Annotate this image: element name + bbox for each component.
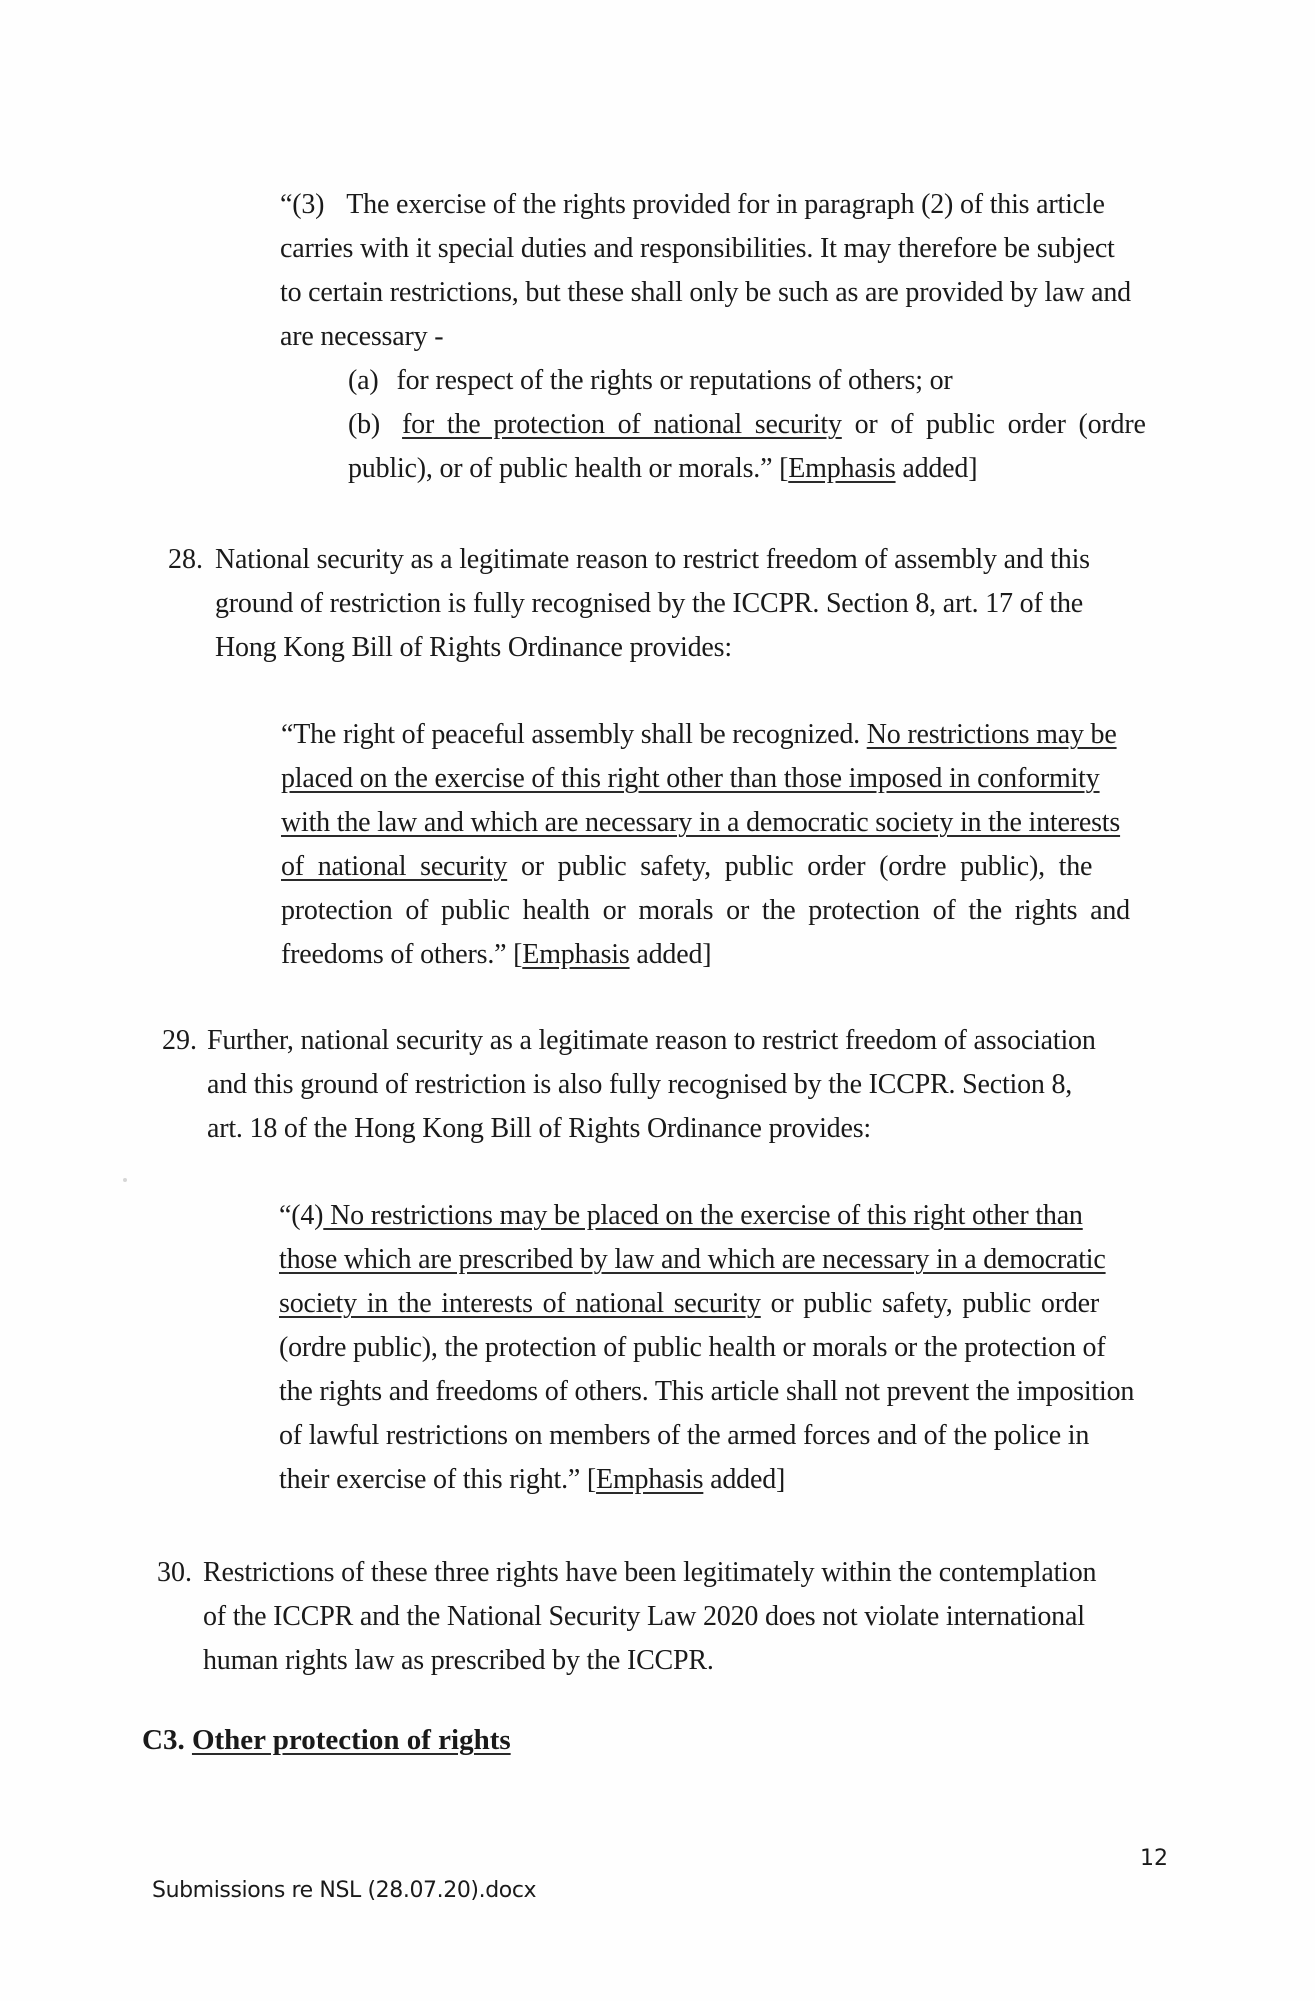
paragraph-number: 29.	[162, 1025, 197, 1056]
quote-line	[281, 850, 1092, 884]
list-item-label: (a)	[348, 365, 379, 396]
quote-line	[279, 1199, 1083, 1233]
quote-text: or public safety, public order	[760, 1288, 1099, 1319]
list-item-b	[348, 408, 1146, 442]
quote-line	[279, 1287, 1099, 1321]
scan-speck	[123, 1178, 127, 1182]
list-item-text: for respect of the rights or reputations of others; or	[396, 365, 953, 396]
emphasis-label: Emphasis	[522, 939, 630, 970]
quote-line	[279, 1243, 1106, 1277]
quote-prefix: “(3)	[280, 189, 325, 220]
section-number: C3.	[142, 1724, 185, 1756]
quote-text: public), or of public health or morals.”	[348, 453, 780, 484]
paragraph-line: of the ICCPR and the National Security Law 2020 does not violate international	[203, 1601, 1085, 1632]
quote-line	[281, 718, 1117, 752]
paragraph-number: 30.	[157, 1557, 192, 1588]
emphasis-suffix: added]	[629, 939, 712, 970]
paragraph-line: Further, national security as a legitimate reason to restrict freedom of association	[207, 1025, 1096, 1056]
quote-text: or public safety, public order (ordre public), the	[507, 851, 1093, 882]
quote-line: protection of public health or morals or the protection of the rights and	[281, 895, 1130, 926]
paragraph-line: Restrictions of these three rights have been legitimately within the contemplation	[203, 1557, 1097, 1588]
quote-line	[348, 452, 977, 486]
list-item-a	[348, 364, 953, 398]
paragraph-line: National security as a legitimate reason to restrict freedom of assembly and this	[215, 544, 1090, 575]
emphasized-text: No restrictions may be	[866, 719, 1117, 750]
list-item-text: or of public order (ordre	[841, 409, 1146, 440]
quote-line: are necessary -	[280, 321, 444, 352]
quote-text: their exercise of this right.” [	[279, 1464, 597, 1495]
quote-line: carries with it special duties and responsibilities. It may therefore be subject	[280, 233, 1115, 264]
emphasized-text: of national security	[281, 851, 508, 882]
section-title: Other protection of rights	[191, 1724, 511, 1756]
emphasized-text: for the protection of national security	[402, 409, 842, 440]
quote-line	[280, 188, 1105, 222]
emphasized-text: society in the interests of national security	[279, 1288, 761, 1319]
quote-text: “The right of peaceful assembly shall be recognized.	[281, 719, 867, 750]
quote-text: The exercise of the rights provided for in paragraph (2) of this article	[346, 189, 1105, 220]
quote-line	[279, 1463, 785, 1497]
list-item-label: (b)	[348, 409, 381, 440]
quote-line: the rights and freedoms of others. This article shall not prevent the imposition	[279, 1376, 1135, 1407]
quote-line: of lawful restrictions on members of the armed forces and of the police in	[279, 1420, 1090, 1451]
footer-filename: Submissions re NSL (28.07.20).docx	[152, 1878, 537, 1903]
emphasized-text: with the law and which are necessary in a democratic society in the interests	[281, 807, 1121, 838]
emphasis-label: Emphasis	[596, 1464, 704, 1495]
emphasis-label: Emphasis	[788, 453, 896, 484]
paragraph-line: human rights law as prescribed by the ICCPR.	[203, 1645, 714, 1676]
section-heading	[142, 1722, 511, 1758]
emphasis-suffix: added]	[703, 1464, 786, 1495]
emphasized-text: No restrictions may be placed on the exercise of this right other than	[323, 1200, 1083, 1231]
quote-text: freedoms of others.” [	[281, 939, 523, 970]
page-number: 12	[1140, 1846, 1168, 1871]
paragraph-line: ground of restriction is fully recognised by the ICCPR. Section 8, art. 17 of the	[215, 588, 1083, 619]
emphasized-text: those which are prescribed by law and which are necessary in a democratic	[279, 1244, 1106, 1275]
quote-line	[281, 938, 711, 972]
quote-line: to certain restrictions, but these shall only be such as are provided by law and	[280, 277, 1131, 308]
emphasis-suffix: added]	[895, 453, 978, 484]
quote-prefix: “(4)	[279, 1200, 324, 1231]
paragraph-number: 28.	[168, 544, 203, 575]
paragraph-line: and this ground of restriction is also fully recognised by the ICCPR. Section 8,	[207, 1069, 1073, 1100]
quote-line	[281, 762, 1100, 796]
quote-line: (ordre public), the protection of public health or morals or the protection of	[279, 1332, 1106, 1363]
quote-line	[281, 806, 1120, 840]
paragraph-line: art. 18 of the Hong Kong Bill of Rights Ordinance provides:	[207, 1113, 871, 1144]
bracket: [	[779, 453, 789, 484]
paragraph-line: Hong Kong Bill of Rights Ordinance provides:	[215, 632, 732, 663]
emphasized-text: placed on the exercise of this right other than those imposed in conformity	[281, 763, 1100, 794]
